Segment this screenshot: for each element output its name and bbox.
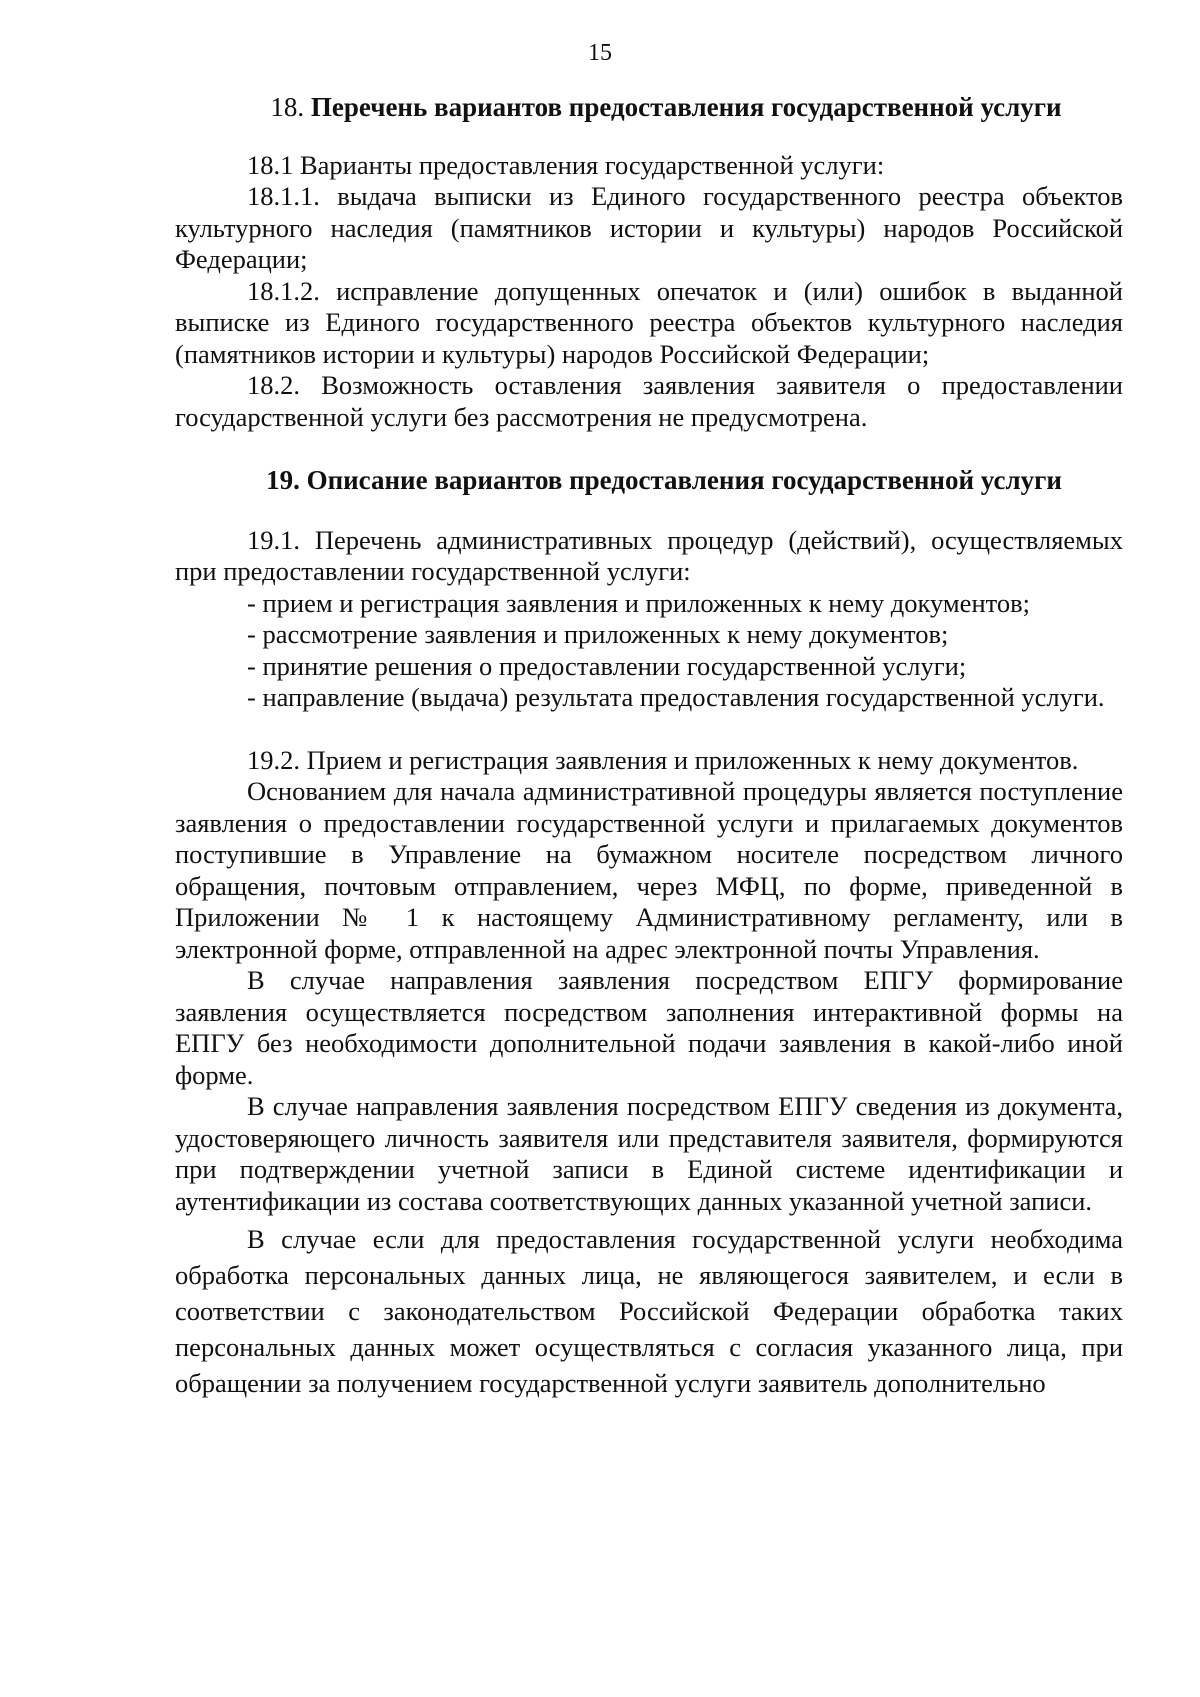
section-19-heading	[205, 465, 1123, 497]
section-19-title: Описание вариантов предоставления государственной услуги	[306, 465, 1062, 495]
paragraph-18-2: 18.2. Возможность оставления заявления заявителя о предоставлении государственной услуги без рассмотрения не предусмотрена.	[175, 370, 1123, 432]
paragraph-18-1: 18.1 Варианты предоставления государственной услуги:	[247, 149, 885, 180]
paragraph-19-2: 19.2. Прием и регистрация заявления и приложенных к нему документов.	[247, 744, 1079, 775]
paragraph-epgu-identity: В случае направления заявления посредством ЕПГУ сведения из документа, удостоверяющего личность заявителя или представителя заявителя, формируются при подтверждении учетной записи в Единой системе идентификации и аутентификации из состава соответствующих данных указанной учетной записи.	[175, 1091, 1123, 1216]
paragraph-18-1-1: 18.1.1. выдача выписки из Единого государственного реестра объектов культурного наследия (памятников истории и культуры) народов Российской Федерации;	[175, 181, 1123, 274]
document-body	[175, 92, 1123, 1401]
list-item: - рассмотрение заявления и приложенных к нему документов;	[247, 619, 949, 649]
page-number: 15	[588, 40, 612, 66]
section-19-number: 19.	[266, 465, 300, 495]
list-item: - направление (выдача) результата предоставления государственной услуги.	[247, 682, 1105, 712]
paragraph-18-1-2: 18.1.2. исправление допущенных опечаток и (или) ошибок в выданной выписке из Единого государственного реестра объектов культурного наследия (памятников истории и культуры) народов Российской Федерации;	[175, 275, 1123, 369]
paragraph-epgu-form: В случае направления заявления посредством ЕПГУ формирование заявления осуществляется посредством заполнения интерактивной формы на ЕПГУ без необходимости дополнительной подачи заявления в какой-либо иной форме.	[175, 965, 1123, 1090]
section-18-title: Перечень вариантов предоставления государственной услуги	[310, 92, 1062, 122]
section-18-number: 18.	[270, 92, 305, 122]
list-item: - принятие решения о предоставлении государственной услуги;	[247, 650, 967, 681]
paragraph-personal-data: В случае если для предоставления государственной услуги необходима обработка персональных данных лица, не являющегося заявителем, и если в соответствии с законодательством Российской Федерации обработка таких персональных данных может осуществляться с согласия указанного лица, при обращении за получением государственной услуги заявитель дополнительно	[175, 1224, 1123, 1398]
paragraph-basis: Основанием для начала административной процедуры является поступление заявления о предоставлении государственной услуги и прилагаемых документов поступившие в Управление на бумажном носителе посредством личного обращения, почтовым отправлением, через МФЦ, по форме, приведенной в Приложении № 1 к настоящему Административному регламенту, или в электронной форме, отправленной на адрес электронной почты Управления.	[175, 776, 1123, 964]
list-item: - прием и регистрация заявления и приложенных к нему документов;	[247, 587, 1030, 618]
paragraph-19-1: 19.1. Перечень административных процедур (действий), осуществляемых при предоставлении государственной услуги:	[175, 524, 1123, 586]
section-18-heading	[209, 92, 1123, 124]
